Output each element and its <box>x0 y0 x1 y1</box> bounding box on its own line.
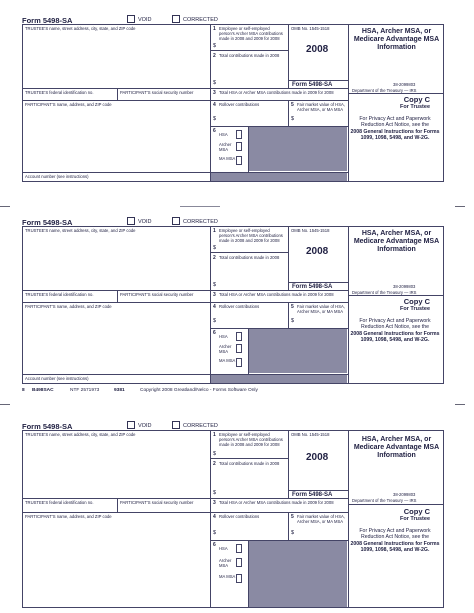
box4-label: Rollover contributions <box>219 102 260 107</box>
box6-ma-label: MA MSA <box>219 574 236 579</box>
side-notes: For Privacy Act and Paperwork Reduction Act Notice, see the 2008 General Instructions for Forms 1099, 1098, 5498, and W-2G. <box>350 318 440 343</box>
copy-subtitle: For Trustee <box>400 306 430 312</box>
form-copy-2 <box>0 210 474 400</box>
shaded-area <box>249 127 347 171</box>
copy-title: Copy C <box>403 297 430 306</box>
account-shaded <box>211 173 347 181</box>
box2-dollar: $ <box>213 80 217 86</box>
box1-dollar: $ <box>213 245 217 251</box>
form-name: Form 5498-SA <box>292 492 333 498</box>
box3-label: Total HSA or Archer MSA contributions made in 2009 for 2008 <box>219 90 334 95</box>
form-label: Form 5498-SA <box>22 218 73 227</box>
form-copy-3 <box>0 414 474 610</box>
cat-number: 38-2099803 <box>393 492 416 497</box>
form-label: Form 5498-SA <box>22 16 73 25</box>
account-shaded <box>211 375 347 383</box>
box1-label: Employee or self-employed person's Archer MSA contributions made in 2008 and 2009 for 2008 <box>219 26 283 41</box>
box6-archer-checkbox[interactable] <box>236 142 242 151</box>
account-number-label: Account number (see instructions) <box>25 376 89 381</box>
copy-title: Copy C <box>403 507 430 516</box>
participant-ssn-label: PARTICIPANT'S social security number <box>120 292 194 297</box>
tax-year: 2008 <box>306 44 329 55</box>
box1-label: Employee or self-employed person's Archer MSA contributions made in 2008 and 2009 for 2008 <box>219 228 283 243</box>
print-footer <box>22 388 452 396</box>
box3-number: 3 <box>213 90 216 96</box>
box6-hsa-label: HSA <box>219 334 228 339</box>
trustee-fed-id-label: TRUSTEE'S federal identification no. <box>25 90 94 95</box>
box4-number: 4 <box>213 102 216 108</box>
box1-label: Employee or self-employed person's Archer MSA contributions made in 2008 and 2009 for 2008 <box>219 432 283 447</box>
box6-ma-checkbox[interactable] <box>236 358 242 367</box>
footer-page-number: 8 <box>22 388 25 393</box>
box4-label: Rollover contributions <box>219 304 260 309</box>
box4-label: Rollover contributions <box>219 514 260 519</box>
box3-label: Total HSA or Archer MSA contributions made in 2009 for 2008 <box>219 500 334 505</box>
trustee-name-field[interactable] <box>24 236 208 288</box>
box6-archer-label: Archer MSA <box>219 142 232 152</box>
box2-label: Total contributions made in 2008 <box>219 255 280 260</box>
box6-number: 6 <box>213 542 216 548</box>
side-title: HSA, Archer MSA, or Medicare Advantage MSA Information <box>353 230 440 253</box>
copy-title: Copy C <box>403 95 430 104</box>
box4-dollar: $ <box>213 530 217 536</box>
trustee-fed-id-label: TRUSTEE'S federal identification no. <box>25 292 94 297</box>
void-label: VOID <box>138 423 152 429</box>
box6-hsa-checkbox[interactable] <box>236 332 242 341</box>
box6-hsa-checkbox[interactable] <box>236 544 242 553</box>
trustee-name-label: TRUSTEE'S name, street address, city, state, and ZIP code <box>25 432 136 437</box>
box1-dollar: $ <box>213 451 217 457</box>
trustee-name-field[interactable] <box>24 34 208 86</box>
cat-number: 38-2099803 <box>393 284 416 289</box>
form-name: Form 5498-SA <box>292 284 333 290</box>
box6-archer-label: Archer MSA <box>219 344 232 354</box>
box6-archer-checkbox[interactable] <box>236 344 242 353</box>
box1-number: 1 <box>213 432 216 438</box>
omb-number: OMB No. 1545-1518 <box>291 228 330 233</box>
box6-archer-checkbox[interactable] <box>236 558 242 567</box>
tax-year: 2008 <box>306 246 329 257</box>
box2-number: 2 <box>213 53 216 59</box>
void-checkbox[interactable] <box>127 217 135 225</box>
form-name: Form 5498-SA <box>292 82 333 88</box>
box6-ma-label: MA MSA <box>219 358 236 363</box>
box3-label: Total HSA or Archer MSA contributions made in 2009 for 2008 <box>219 292 334 297</box>
corrected-checkbox[interactable] <box>172 15 180 23</box>
side-title: HSA, Archer MSA, or Medicare Advantage MSA Information <box>353 436 440 459</box>
box4-number: 4 <box>213 514 216 520</box>
footer-num: 9381 <box>114 388 125 393</box>
box5-label: Fair market value of HSA, Archer MSA, or MA MSA <box>297 102 345 112</box>
trustee-fed-id-label: TRUSTEE'S federal identification no. <box>25 500 94 505</box>
void-checkbox[interactable] <box>127 15 135 23</box>
omb-number: OMB No. 1545-1518 <box>291 432 330 437</box>
box3-number: 3 <box>213 500 216 506</box>
box2-number: 2 <box>213 461 216 467</box>
side-title: HSA, Archer MSA, or Medicare Advantage MSA Information <box>353 28 440 51</box>
department: Department of the Treasury — IRS <box>352 290 417 295</box>
corrected-label: CORRECTED <box>183 423 218 429</box>
corrected-checkbox[interactable] <box>172 217 180 225</box>
corrected-label: CORRECTED <box>183 17 218 23</box>
cat-number: 38-2099803 <box>393 82 416 87</box>
box6-archer-label: Archer MSA <box>219 558 232 568</box>
box1-number: 1 <box>213 228 216 234</box>
void-checkbox[interactable] <box>127 421 135 429</box>
box5-number: 5 <box>291 514 294 520</box>
box5-dollar: $ <box>291 116 295 122</box>
footer-ntf: NTF 2571973 <box>70 388 100 393</box>
copy-subtitle: For Trustee <box>400 104 430 110</box>
footer-copyright: Copyright 2008 Greatland/Nelco - Forms Software Only <box>140 388 258 393</box>
participant-ssn-label: PARTICIPANT'S social security number <box>120 500 194 505</box>
box5-dollar: $ <box>291 530 295 536</box>
box6-hsa-label: HSA <box>219 546 228 551</box>
shaded-area <box>249 329 347 373</box>
box1-dollar: $ <box>213 43 217 49</box>
box4-dollar: $ <box>213 116 217 122</box>
side-notes: For Privacy Act and Paperwork Reduction Act Notice, see the 2008 General Instructions for Forms 1099, 1098, 5498, and W-2G. <box>350 116 440 141</box>
box1-number: 1 <box>213 26 216 32</box>
box6-ma-checkbox[interactable] <box>236 574 242 583</box>
box2-dollar: $ <box>213 282 217 288</box>
box5-number: 5 <box>291 304 294 310</box>
trustee-name-field[interactable] <box>24 440 208 496</box>
department: Department of the Treasury — IRS <box>352 88 417 93</box>
box2-number: 2 <box>213 255 216 261</box>
corrected-checkbox[interactable] <box>172 421 180 429</box>
trustee-name-label: TRUSTEE'S name, street address, city, state, and ZIP code <box>25 26 136 31</box>
box2-label: Total contributions made in 2008 <box>219 461 280 466</box>
form-label: Form 5498-SA <box>22 422 73 431</box>
box5-dollar: $ <box>291 318 295 324</box>
footer-code: B498SAC <box>32 388 54 393</box>
box5-label: Fair market value of HSA, Archer MSA, or MA MSA <box>297 304 345 314</box>
form-copy-1 <box>0 8 474 198</box>
shaded-area <box>249 541 347 607</box>
void-label: VOID <box>138 219 152 225</box>
account-number-label: Account number (see instructions) <box>25 174 89 179</box>
participant-name-label: PARTICIPANT'S name, address, and ZIP code <box>25 304 112 309</box>
box5-number: 5 <box>291 102 294 108</box>
tax-year: 2008 <box>306 452 329 463</box>
side-notes: For Privacy Act and Paperwork Reduction Act Notice, see the 2008 General Instructions for Forms 1099, 1098, 5498, and W-2G. <box>350 528 440 553</box>
copy-subtitle: For Trustee <box>400 516 430 522</box>
box6-ma-checkbox[interactable] <box>236 156 242 165</box>
box5-label: Fair market value of HSA, Archer MSA, or MA MSA <box>297 514 345 524</box>
box6-number: 6 <box>213 330 216 336</box>
box3-number: 3 <box>213 292 216 298</box>
box4-dollar: $ <box>213 318 217 324</box>
void-label: VOID <box>138 17 152 23</box>
box6-number: 6 <box>213 128 216 134</box>
participant-name-label: PARTICIPANT'S name, address, and ZIP code <box>25 514 112 519</box>
department: Department of the Treasury — IRS <box>352 498 417 503</box>
box4-number: 4 <box>213 304 216 310</box>
box6-ma-label: MA MSA <box>219 156 236 161</box>
participant-name-label: PARTICIPANT'S name, address, and ZIP code <box>25 102 112 107</box>
corrected-label: CORRECTED <box>183 219 218 225</box>
trustee-name-label: TRUSTEE'S name, street address, city, state, and ZIP code <box>25 228 136 233</box>
box6-hsa-label: HSA <box>219 132 228 137</box>
participant-ssn-label: PARTICIPANT'S social security number <box>120 90 194 95</box>
box2-dollar: $ <box>213 490 217 496</box>
box6-hsa-checkbox[interactable] <box>236 130 242 139</box>
box2-label: Total contributions made in 2008 <box>219 53 280 58</box>
omb-number: OMB No. 1545-1518 <box>291 26 330 31</box>
